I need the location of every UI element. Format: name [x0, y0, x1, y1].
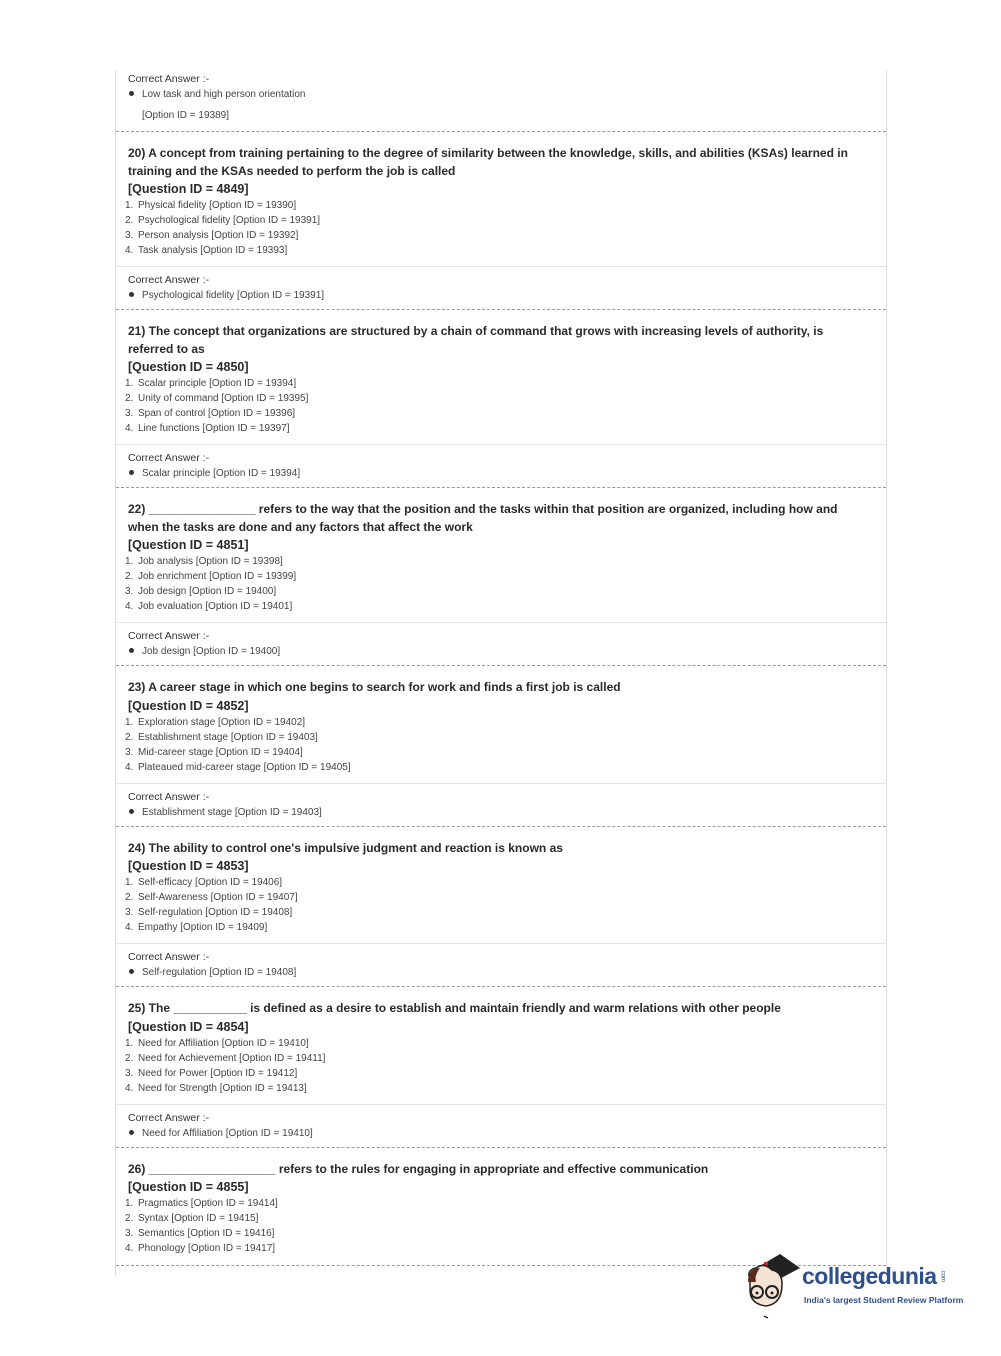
option-list — [125, 198, 886, 258]
option-number: 2. — [125, 1052, 134, 1064]
question-section — [116, 132, 886, 310]
bullet-icon — [129, 292, 134, 297]
question-text: 23) A career stage in which one begins to search for work and finds a first job is called — [128, 680, 621, 694]
option-item — [125, 745, 886, 760]
option-item — [125, 875, 886, 890]
correct-answer-label: Correct Answer :- — [128, 452, 210, 464]
question-section — [116, 987, 886, 1148]
option-item — [125, 213, 886, 228]
option-item — [125, 1081, 886, 1096]
question-section — [116, 488, 886, 666]
previous-answer-section — [116, 70, 886, 132]
option-number: 4. — [125, 245, 134, 256]
mascot-icon — [742, 1250, 802, 1320]
option-text: Job enrichment [Option ID = 19399] — [138, 571, 297, 582]
correct-answer-label: Correct Answer :- — [128, 1111, 210, 1124]
correct-answer-text: Need for Affiliation [Option ID = 19410] — [142, 1127, 313, 1139]
option-text: Exploration stage [Option ID = 19402] — [138, 716, 306, 728]
correct-answer — [128, 804, 886, 826]
correct-answer — [128, 465, 886, 487]
option-item — [125, 198, 886, 213]
option-text: Need for Affiliation [Option ID = 19410] — [138, 1037, 309, 1049]
option-item — [125, 1051, 886, 1066]
option-item — [125, 584, 886, 599]
option-number: 1. — [125, 877, 134, 888]
option-item — [125, 406, 886, 421]
option-text: Need for Strength [Option ID = 19413] — [138, 1082, 307, 1094]
option-item — [125, 376, 886, 391]
option-text: Person analysis [Option ID = 19392] — [138, 230, 299, 241]
question-id: [Question ID = 4854] — [128, 1019, 249, 1034]
option-number: 1. — [125, 200, 134, 211]
option-item — [125, 1226, 886, 1241]
bullet-icon — [129, 809, 134, 814]
option-number: 1. — [125, 378, 134, 389]
logo-brand: collegedunia — [802, 1263, 937, 1289]
option-item — [125, 1066, 886, 1081]
option-item — [125, 569, 886, 584]
option-list — [125, 1036, 886, 1096]
option-text: Line functions [Option ID = 19397] — [138, 423, 290, 434]
option-text: Need for Power [Option ID = 19412] — [138, 1067, 298, 1079]
question-text: 24) The ability to control one's impulsive judgment and reaction is known as — [128, 840, 563, 855]
correct-answer — [128, 964, 886, 986]
option-text: Need for Achievement [Option ID = 19411] — [138, 1052, 326, 1064]
logo-domain: .com — [939, 1269, 946, 1283]
option-text: Self-regulation [Option ID = 19408] — [138, 907, 293, 918]
bullet-icon — [129, 969, 134, 974]
bullet-icon — [129, 1130, 134, 1135]
option-list — [125, 715, 886, 775]
option-number: 3. — [125, 746, 134, 758]
option-item — [125, 730, 886, 745]
option-text: Establishment stage [Option ID = 19403] — [138, 731, 318, 743]
option-item — [125, 905, 886, 920]
option-text: Syntax [Option ID = 19415] — [138, 1213, 259, 1224]
option-number: 2. — [125, 215, 134, 226]
collegedunia-logo — [742, 1250, 992, 1320]
question-paper — [115, 70, 887, 1276]
bullet-icon — [129, 91, 134, 96]
question-section — [116, 666, 886, 827]
option-number: 4. — [125, 1082, 134, 1094]
option-number: 1. — [125, 1037, 134, 1049]
option-item — [125, 228, 886, 243]
option-text: Job analysis [Option ID = 19398] — [138, 556, 283, 567]
question-text: 20) A concept from training pertaining to the degree of similarity between the knowledge, skills, and abilities (KSAs) learned in training and the KSAs needed to perform the job is called — [128, 146, 848, 178]
question-text: 22) ________________ refers to the way that the position and the tasks within that position are organized, including how and when the tasks are done and any factors that affect the work — [128, 502, 838, 534]
option-item — [125, 243, 886, 258]
option-item — [125, 554, 886, 569]
question-list — [116, 132, 886, 1266]
option-item — [125, 421, 886, 436]
question-id: [Question ID = 4851] — [128, 538, 249, 552]
question-section — [116, 827, 886, 988]
option-text: Pragmatics [Option ID = 19414] — [138, 1198, 278, 1209]
question-section — [116, 310, 886, 488]
question-id: [Question ID = 4852] — [128, 698, 249, 713]
question-id: [Question ID = 4850] — [128, 360, 249, 374]
option-item — [125, 890, 886, 905]
option-text: Unity of command [Option ID = 19395] — [138, 393, 309, 404]
correct-answer-label: Correct Answer :- — [128, 73, 210, 85]
option-item — [125, 599, 886, 614]
correct-answer-label: Correct Answer :- — [128, 630, 210, 642]
question-id: [Question ID = 4849] — [128, 182, 249, 196]
question-text: 26) ___________________ refers to the rules for engaging in appropriate and effective communication — [128, 1161, 709, 1176]
logo-text — [802, 1262, 963, 1306]
question-id: [Question ID = 4855] — [128, 1180, 249, 1194]
option-list — [125, 376, 886, 436]
option-number: 3. — [125, 1228, 134, 1239]
option-item — [125, 760, 886, 775]
option-id: [Option ID = 19389] — [142, 110, 230, 121]
correct-answer-text: Scalar principle [Option ID = 19394] — [142, 468, 301, 479]
option-number: 4. — [125, 1243, 134, 1254]
option-list — [125, 875, 886, 935]
correct-answer-label: Correct Answer :- — [128, 790, 210, 803]
correct-answer-text: Psychological fidelity [Option ID = 19391] — [142, 290, 325, 301]
question-text: 25) The ___________ is defined as a desire to establish and maintain friendly and warm relations with other people — [128, 1001, 781, 1015]
option-text: Self-efficacy [Option ID = 19406] — [138, 877, 283, 888]
correct-answer — [128, 643, 886, 665]
option-text: Self-Awareness [Option ID = 19407] — [138, 892, 298, 903]
option-number: 3. — [125, 1067, 134, 1079]
option-text: Empathy [Option ID = 19409] — [138, 922, 268, 933]
option-text: Mid-career stage [Option ID = 19404] — [138, 746, 303, 758]
option-number: 3. — [125, 408, 134, 419]
question-section — [116, 1148, 886, 1267]
bullet-icon — [129, 470, 134, 475]
option-item — [125, 1036, 886, 1051]
option-text: Job evaluation [Option ID = 19401] — [138, 601, 293, 612]
correct-answer-text: Self-regulation [Option ID = 19408] — [142, 967, 297, 978]
option-text: Physical fidelity [Option ID = 19390] — [138, 200, 297, 211]
logo-brand-row — [802, 1262, 963, 1290]
option-text: Scalar principle [Option ID = 19394] — [138, 378, 297, 389]
correct-answer — [128, 287, 886, 309]
option-item — [125, 391, 886, 406]
option-text: Phonology [Option ID = 19417] — [138, 1243, 276, 1254]
option-number: 3. — [125, 907, 134, 918]
option-number: 2. — [125, 393, 134, 404]
correct-answer-text: Low task and high person orientation — [142, 89, 306, 100]
option-text: Semantics [Option ID = 19416] — [138, 1228, 275, 1239]
question-id: [Question ID = 4853] — [128, 859, 249, 873]
option-item — [125, 920, 886, 935]
option-item — [125, 1211, 886, 1226]
bullet-icon — [129, 648, 134, 653]
option-text: Task analysis [Option ID = 19393] — [138, 245, 288, 256]
option-text: Plateaued mid-career stage [Option ID = 19405] — [138, 761, 351, 773]
option-number: 3. — [125, 586, 134, 597]
option-number: 2. — [125, 892, 134, 903]
correct-answer — [128, 86, 886, 104]
option-item — [125, 1196, 886, 1211]
option-text: Psychological fidelity [Option ID = 19391] — [138, 215, 321, 226]
option-number: 2. — [125, 1213, 134, 1224]
option-number: 2. — [125, 731, 134, 743]
option-list — [125, 554, 886, 614]
option-text: Job design [Option ID = 19400] — [138, 586, 277, 597]
option-number: 2. — [125, 571, 134, 582]
logo-tagline: India's largest Student Review Platform — [804, 1295, 964, 1305]
question-text: 21) The concept that organizations are structured by a chain of command that grows with increasing levels of authority, is referred to as — [128, 324, 824, 356]
option-number: 4. — [125, 601, 134, 612]
option-number: 3. — [125, 230, 134, 241]
correct-answer-label: Correct Answer :- — [128, 951, 210, 963]
option-number: 4. — [125, 423, 134, 434]
option-number: 1. — [125, 556, 134, 567]
correct-answer-text: Job design [Option ID = 19400] — [142, 646, 281, 657]
option-item — [125, 715, 886, 730]
option-number: 4. — [125, 922, 134, 933]
correct-answer — [128, 1125, 886, 1147]
correct-answer-text: Establishment stage [Option ID = 19403] — [142, 806, 322, 818]
option-list — [125, 1196, 886, 1256]
correct-answer-label: Correct Answer :- — [128, 274, 210, 286]
option-number: 4. — [125, 761, 134, 773]
option-text: Span of control [Option ID = 19396] — [138, 408, 296, 419]
option-number: 1. — [125, 716, 134, 728]
option-number: 1. — [125, 1198, 134, 1209]
